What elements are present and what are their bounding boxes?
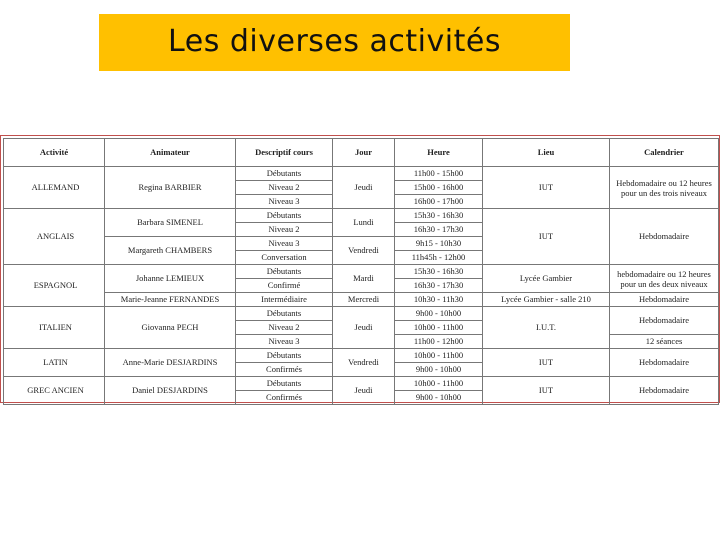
cours-cell: Niveau 3	[236, 335, 333, 349]
heure-cell: 9h15 - 10h30	[395, 237, 483, 251]
jour-cell: Jeudi	[333, 307, 395, 349]
lieu-cell: IUT	[483, 349, 610, 377]
animateur-cell: Anne-Marie DESJARDINS	[105, 349, 236, 377]
table-row	[4, 377, 719, 391]
animateur-cell: Marie-Jeanne FERNANDES	[105, 293, 236, 307]
cours-cell: Débutants	[236, 265, 333, 279]
jour-cell: Vendredi	[333, 237, 395, 265]
activite-cell: LATIN	[4, 349, 105, 377]
cours-cell: Niveau 2	[236, 321, 333, 335]
animateur-cell: Regina BARBIER	[105, 167, 236, 209]
lieu-cell: I.U.T.	[483, 307, 610, 349]
calendrier-cell: hebdomadaire ou 12 heures pour un des deux niveaux	[610, 265, 719, 293]
calendrier-cell: 12 séances	[610, 335, 719, 349]
animateur-cell: Giovanna PECH	[105, 307, 236, 349]
lieu-cell: IUT	[483, 167, 610, 209]
table-header-row	[4, 139, 719, 167]
cours-cell: Débutants	[236, 377, 333, 391]
lieu-cell: IUT	[483, 209, 610, 265]
activite-cell: ALLEMAND	[4, 167, 105, 209]
header-lieu: Lieu	[483, 139, 610, 167]
heure-cell: 15h30 - 16h30	[395, 265, 483, 279]
heure-cell: 10h00 - 11h00	[395, 321, 483, 335]
heure-cell: 9h00 - 10h00	[395, 307, 483, 321]
animateur-cell: Daniel DESJARDINS	[105, 377, 236, 405]
calendrier-cell: Hebdomadaire	[610, 209, 719, 265]
heure-cell: 15h00 - 16h00	[395, 181, 483, 195]
jour-cell: Lundi	[333, 209, 395, 237]
cours-cell: Débutants	[236, 167, 333, 181]
animateur-cell: Margareth CHAMBERS	[105, 237, 236, 265]
header-calendrier: Calendrier	[610, 139, 719, 167]
heure-cell: 10h00 - 11h00	[395, 377, 483, 391]
activite-cell: ANGLAIS	[4, 209, 105, 265]
activities-table	[3, 138, 719, 405]
heure-cell: 9h00 - 10h00	[395, 391, 483, 405]
cours-cell: Confirmés	[236, 363, 333, 377]
cours-cell: Débutants	[236, 349, 333, 363]
header-descriptif: Descriptif cours	[236, 139, 333, 167]
jour-cell: Mardi	[333, 265, 395, 293]
lieu-cell: IUT	[483, 377, 610, 405]
lieu-cell: Lycée Gambier - salle 210	[483, 293, 610, 307]
cours-cell: Débutants	[236, 209, 333, 223]
calendrier-cell: Hebdomadaire	[610, 307, 719, 335]
animateur-cell: Barbara SIMENEL	[105, 209, 236, 237]
animateur-cell: Johanne LEMIEUX	[105, 265, 236, 293]
header-activite: Activité	[4, 139, 105, 167]
jour-cell: Jeudi	[333, 167, 395, 209]
heure-cell: 11h00 - 12h00	[395, 335, 483, 349]
table-row	[4, 265, 719, 279]
table-row	[4, 293, 719, 307]
header-jour: Jour	[333, 139, 395, 167]
cours-cell: Intermédiaire	[236, 293, 333, 307]
heure-cell: 15h30 - 16h30	[395, 209, 483, 223]
activite-cell: GREC ANCIEN	[4, 377, 105, 405]
calendrier-cell: Hebdomadaire ou 12 heures pour un des trois niveaux	[610, 167, 719, 209]
calendrier-cell: Hebdomadaire	[610, 293, 719, 307]
table-row	[4, 209, 719, 223]
cours-cell: Débutants	[236, 307, 333, 321]
heure-cell: 11h00 - 15h00	[395, 167, 483, 181]
cours-cell: Niveau 2	[236, 181, 333, 195]
jour-cell: Vendredi	[333, 349, 395, 377]
cours-cell: Confirmés	[236, 391, 333, 405]
jour-cell: Mercredi	[333, 293, 395, 307]
table-row	[4, 349, 719, 363]
heure-cell: 16h30 - 17h30	[395, 223, 483, 237]
cours-cell: Niveau 2	[236, 223, 333, 237]
heure-cell: 11h45h - 12h00	[395, 251, 483, 265]
table-row	[4, 167, 719, 181]
cours-cell: Confirmé	[236, 279, 333, 293]
heure-cell: 10h00 - 11h00	[395, 349, 483, 363]
title-banner	[99, 14, 570, 71]
cours-cell: Niveau 3	[236, 237, 333, 251]
heure-cell: 9h00 - 10h00	[395, 363, 483, 377]
cours-cell: Conversation	[236, 251, 333, 265]
slide-title: Les diverses activités	[168, 24, 501, 59]
jour-cell: Jeudi	[333, 377, 395, 405]
table-row	[4, 307, 719, 321]
heure-cell: 16h30 - 17h30	[395, 279, 483, 293]
cours-cell: Niveau 3	[236, 195, 333, 209]
activite-cell: ITALIEN	[4, 307, 105, 349]
heure-cell: 10h30 - 11h30	[395, 293, 483, 307]
lieu-cell: Lycée Gambier	[483, 265, 610, 293]
activite-cell: ESPAGNOL	[4, 265, 105, 307]
header-animateur: Animateur	[105, 139, 236, 167]
header-heure: Heure	[395, 139, 483, 167]
heure-cell: 16h00 - 17h00	[395, 195, 483, 209]
calendrier-cell: Hebdomadaire	[610, 349, 719, 377]
calendrier-cell: Hebdomadaire	[610, 377, 719, 405]
